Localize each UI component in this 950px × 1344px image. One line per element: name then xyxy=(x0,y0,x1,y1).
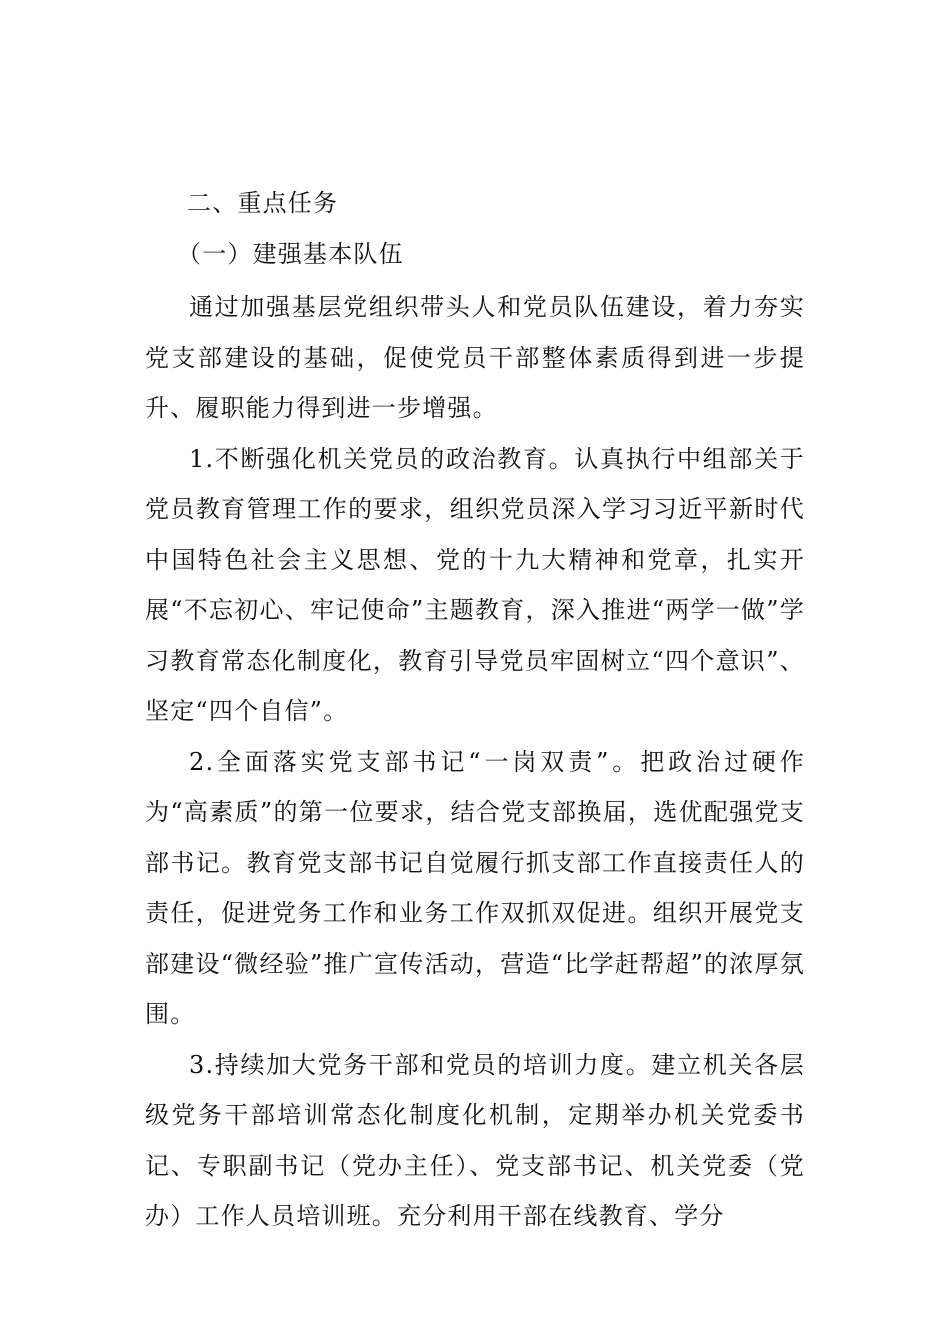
item-1-paragraph: 1.不断强化机关党员的政治教育。认真执行中组部关于党员教育管理工作的要求，组织党员深入学习习近平新时代中国特色社会主义思想、党的十九大精神和党章，扎实开展“不忘初心、牢记使命”主题教育，深入推进“两学一做”学习教育常态化制度化，教育引导党员牢固树立“四个意识”、坚定“四个自信”。 xyxy=(145,444,805,725)
document-body xyxy=(145,178,805,1242)
section-heading: 二、重点任务 xyxy=(187,189,339,217)
subsection-heading: （一）建强基本队伍 xyxy=(177,239,404,268)
item-2-paragraph: 2.全面落实党支部书记“一岗双责”。把政治过硬作为“高素质”的第一位要求，结合党支部换届，选优配强党支部书记。教育党支部书记自觉履行抓支部工作直接责任人的责任，促进党务工作和业务工作双抓双促进。组织开展党支部建设“微经验”推广宣传活动，营造“比学赶帮超”的浓厚氛围。 xyxy=(145,747,805,1028)
intro-paragraph: 通过加强基层党组织带头人和党员队伍建设，着力夯实党支部建设的基础，促使党员干部整体素质得到进一步提升、履职能力得到进一步增强。 xyxy=(145,293,805,422)
item-3-paragraph: 3.持续加大党务干部和党员的培训力度。建立机关各层级党务干部培训常态化制度化机制，定期举办机关党委书记、专职副书记（党办主任）、党支部书记、机关党委（党办）工作人员培训班。充分利用干部在线教育、学分 xyxy=(145,1050,805,1230)
